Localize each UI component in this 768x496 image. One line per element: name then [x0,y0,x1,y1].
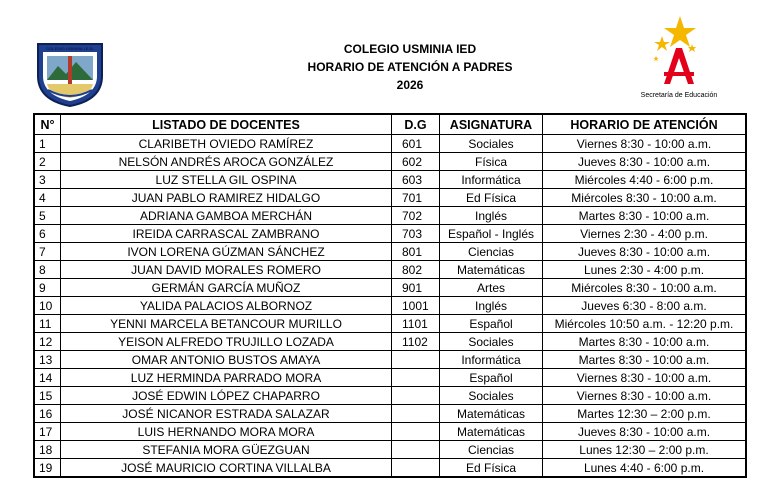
col-hours: HORARIO DE ATENCIÓN [543,114,747,135]
row-number: 13 [34,351,61,369]
teacher-name: IREIDA CARRASCAL ZAMBRANO [61,225,392,243]
row-number: 4 [34,189,61,207]
group-code: 1001 [392,297,440,315]
teacher-name: LUIS HERNANDO MORA MORA [61,423,392,441]
group-code: 801 [392,243,440,261]
teacher-name: LUZ STELLA GIL OSPINA [61,171,392,189]
table-row [34,279,746,297]
teacher-name: IVON LORENA GÚZMAN SÁNCHEZ [61,243,392,261]
table-row [34,297,746,315]
school-crest-icon [34,40,106,108]
attention-hours: Martes 8:30 - 10:00 a.m. [543,351,747,369]
teacher-name: YENNI MARCELA BETANCOUR MURILLO [61,315,392,333]
col-teachers: LISTADO DE DOCENTES [61,114,392,135]
teacher-name: JOSÉ MAURICIO CORTINA VILLALBA [61,459,392,478]
subject: Física [440,153,543,171]
row-number: 10 [34,297,61,315]
row-number: 14 [34,369,61,387]
table-row [34,405,746,423]
attention-hours: Miércoles 10:50 a.m. - 12:20 p.m. [543,315,747,333]
table-row [34,333,746,351]
row-number: 3 [34,171,61,189]
secretaria-educacion-star-icon [636,14,722,92]
subject: Ciencias [440,441,543,459]
group-code [392,441,440,459]
row-number: 8 [34,261,61,279]
group-code [392,351,440,369]
group-code: 1101 [392,315,440,333]
subject: Informática [440,351,543,369]
teacher-name: JUAN DAVID MORALES ROMERO [61,261,392,279]
attention-hours: Viernes 8:30 - 10:00 a.m. [543,369,747,387]
table-row [34,387,746,405]
table-row [34,225,746,243]
secretaria-educacion-logo [636,14,722,106]
group-code: 901 [392,279,440,297]
group-code [392,369,440,387]
group-code: 703 [392,225,440,243]
table-row [34,189,746,207]
attention-hours: Lunes 2:30 - 4:00 p.m. [543,261,747,279]
teacher-name: JUAN PABLO RAMIREZ HIDALGO [61,189,392,207]
row-number: 19 [34,459,61,478]
teacher-name: YEISON ALFREDO TRUJILLO LOZADA [61,333,392,351]
teacher-name: JOSÉ NICANOR ESTRADA SALAZAR [61,405,392,423]
attention-hours: Martes 8:30 - 10:00 a.m. [543,207,747,225]
row-number: 6 [34,225,61,243]
table-row [34,135,746,153]
table-row [34,171,746,189]
col-number: N° [34,114,61,135]
subject: Matemáticas [440,423,543,441]
subject: Español [440,315,543,333]
subject: Sociales [440,387,543,405]
teacher-name: LUZ HERMINDA PARRADO MORA [61,369,392,387]
table-row [34,261,746,279]
attention-hours: Viernes 8:30 - 10:00 a.m. [543,135,747,153]
attention-hours: Jueves 8:30 - 10:00 a.m. [543,423,747,441]
subject: Informática [440,171,543,189]
subject: Español [440,369,543,387]
group-code [392,387,440,405]
attention-hours: Viernes 2:30 - 4:00 p.m. [543,225,747,243]
table-row [34,243,746,261]
attention-hours: Miércoles 8:30 - 10:00 a.m. [543,189,747,207]
teacher-name: STEFANIA MORA GÜEZGUAN [61,441,392,459]
attention-hours: Jueves 8:30 - 10:00 a.m. [543,153,747,171]
subject: Inglés [440,297,543,315]
group-code [392,405,440,423]
subject: Matemáticas [440,405,543,423]
row-number: 9 [34,279,61,297]
attention-hours: Jueves 6:30 - 8:00 a.m. [543,297,747,315]
teacher-name: GERMÁN GARCÍA MUÑOZ [61,279,392,297]
attention-hours: Lunes 4:40 - 6:00 p.m. [543,459,747,478]
table-row [34,315,746,333]
school-name: COLEGIO USMINIA IED [343,42,477,56]
subject: Sociales [440,333,543,351]
group-code [392,459,440,478]
col-dg: D.G [392,114,440,135]
secretaria-label: Secretaría de Educación [640,92,718,99]
attention-hours: Viernes 8:30 - 10:00 a.m. [543,387,747,405]
teacher-name: YALIDA PALACIOS ALBORNOZ [61,297,392,315]
schedule-table [33,113,747,478]
attention-hours: Miércoles 4:40 - 6:00 p.m. [543,171,747,189]
col-subject: ASIGNATURA [440,114,543,135]
row-number: 18 [34,441,61,459]
table-row [34,351,746,369]
subject: Sociales [440,135,543,153]
teacher-name: CLARIBETH OVIEDO RAMÍREZ [61,135,392,153]
attention-hours: Miércoles 8:30 - 10:00 a.m. [543,279,747,297]
row-number: 1 [34,135,61,153]
row-number: 11 [34,315,61,333]
attention-hours: Martes 8:30 - 10:00 a.m. [543,333,747,351]
subject: Ed Física [440,189,543,207]
group-code: 701 [392,189,440,207]
subject: Español - Inglés [440,225,543,243]
group-code: 702 [392,207,440,225]
year-label: 2026 [396,78,424,92]
row-number: 2 [34,153,61,171]
table-row [34,441,746,459]
group-code: 602 [392,153,440,171]
table-row [34,207,746,225]
table-row [34,369,746,387]
row-number: 7 [34,243,61,261]
attention-hours: Lunes 12:30 – 2:00 p.m. [543,441,747,459]
row-number: 15 [34,387,61,405]
table-row [34,459,746,478]
teacher-name: ADRIANA GAMBOA MERCHÁN [61,207,392,225]
group-code: 601 [392,135,440,153]
table-row [34,423,746,441]
table-header-row [34,114,746,135]
group-code: 1102 [392,333,440,351]
document-header [260,40,560,94]
teacher-name: NELSÓN ANDRÉS AROCA GONZÁLEZ [61,153,392,171]
row-number: 12 [34,333,61,351]
subject: Inglés [440,207,543,225]
subject: Artes [440,279,543,297]
attention-hours: Martes 12:30 – 2:00 p.m. [543,405,747,423]
group-code: 802 [392,261,440,279]
teacher-name: JOSÉ EDWIN LÓPEZ CHAPARRO [61,387,392,405]
group-code [392,423,440,441]
row-number: 5 [34,207,61,225]
subject: Ciencias [440,243,543,261]
table-row [34,153,746,171]
page-title: HORARIO DE ATENCIÓN A PADRES [307,60,513,74]
teacher-name: OMAR ANTONIO BUSTOS AMAYA [61,351,392,369]
attention-hours: Jueves 8:30 - 10:00 a.m. [543,243,747,261]
subject: Ed Física [440,459,543,478]
subject: Matemáticas [440,261,543,279]
row-number: 17 [34,423,61,441]
group-code: 603 [392,171,440,189]
row-number: 16 [34,405,61,423]
crest-text: COLEGIO USMINIA I.E.D. [46,46,94,51]
